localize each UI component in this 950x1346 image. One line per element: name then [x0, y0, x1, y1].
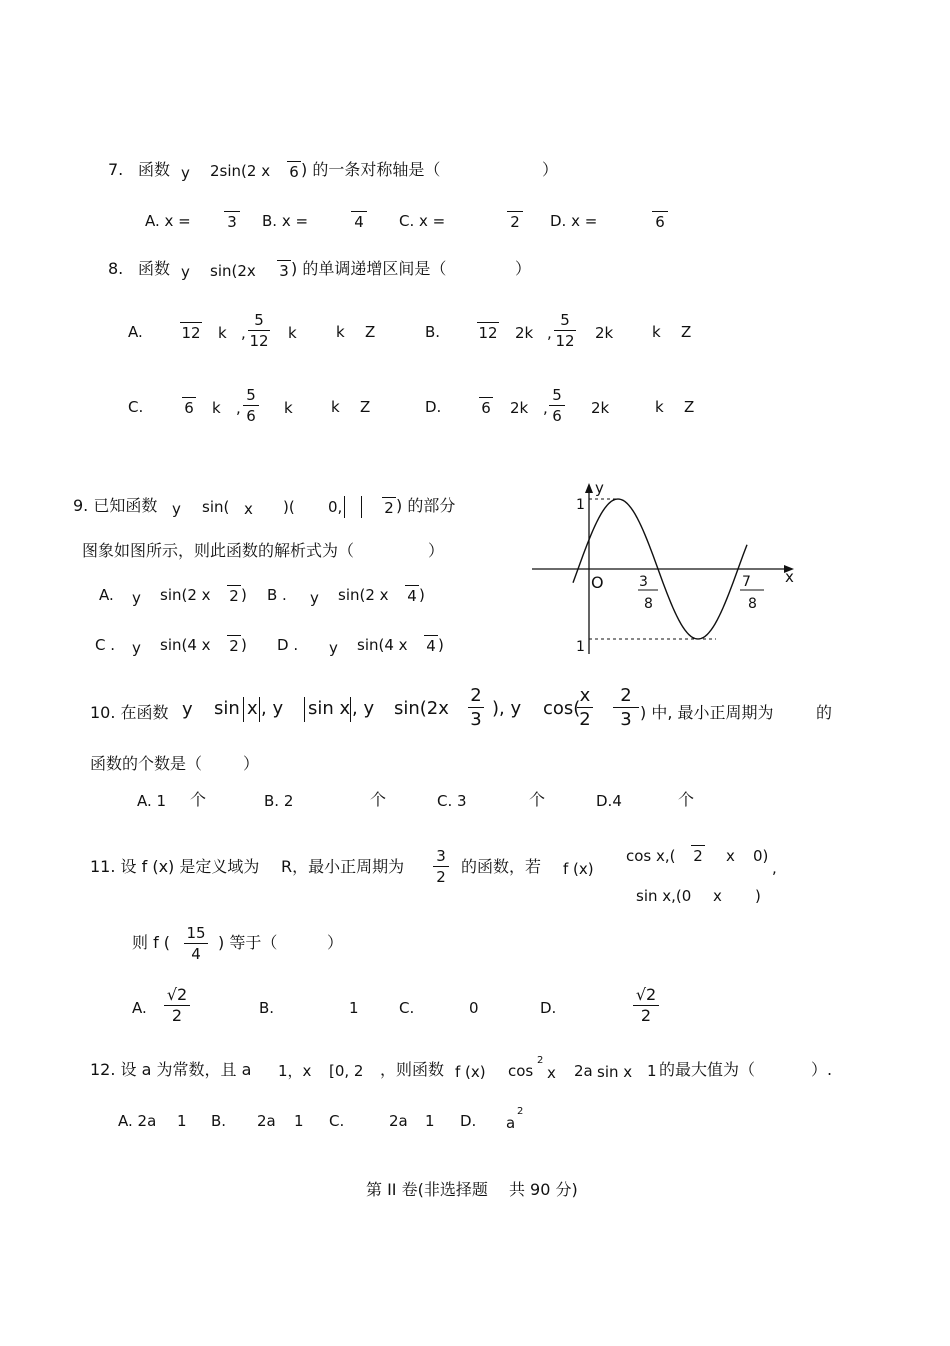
q12-c-val: 1: [425, 1112, 435, 1130]
q12-a-val: 1: [177, 1112, 187, 1130]
q12-option-d: D.: [460, 1112, 477, 1130]
q7-prefix: 函数: [138, 160, 171, 179]
q11-domain: R，最小正周期为: [281, 857, 405, 876]
q11-case1-range: 0): [753, 847, 769, 865]
q8-a-frac1: [180, 321, 202, 342]
q10-line2: 函数的个数是（: [90, 754, 203, 773]
q8-c-frac1: [182, 396, 196, 417]
q9-a-frac: [227, 584, 241, 605]
q9-c-frac: [227, 634, 241, 655]
q10-f4-den: 3: [620, 709, 632, 730]
q10-abs2-right: [350, 697, 351, 722]
q7-a-den: 3: [227, 213, 237, 231]
q12-c-pre: 2a: [389, 1112, 408, 1130]
graph-origin-label: O: [591, 573, 604, 592]
q12-option-c: C.: [329, 1112, 345, 1130]
q10-option-c-unit: 个: [529, 790, 546, 809]
q9-y: y: [172, 500, 181, 518]
q12-cos-sup: 2: [537, 1055, 544, 1066]
q11-mid: 的函数，若: [461, 857, 542, 876]
q11-then: 则 f (: [132, 933, 171, 952]
q11-c-val: 0: [469, 999, 479, 1017]
q12-interval: [0, 2: [329, 1062, 364, 1080]
q12-cond: 1，x: [278, 1062, 312, 1080]
q10-y1: y: [182, 699, 193, 720]
q8-suffix: ) 的单调递增区间是（: [291, 259, 447, 278]
q9-line2: 图象如图所示，则此函数的解析式为（: [82, 541, 355, 560]
q7-option-b-frac: [351, 210, 367, 231]
q8-a-k1: k: [218, 324, 227, 342]
q10-f4x-den: 2: [579, 709, 591, 730]
q7-number: 7.: [108, 160, 124, 179]
q11-case1-den: 2: [693, 847, 703, 865]
q10-sep1: , y: [261, 698, 284, 719]
q10-prefix: 10. 在函数: [90, 703, 169, 722]
q9-d-frac: [424, 634, 438, 655]
q12-d-sup: 2: [517, 1106, 524, 1117]
graph-y-arrow: [585, 483, 593, 493]
graph-tick2-den: 8: [748, 596, 757, 612]
q10-sep2: , y: [352, 698, 375, 719]
q9-abs-right: [361, 496, 362, 518]
q9-line2-close: ）: [428, 541, 445, 560]
q7-option-b: B. x =: [262, 212, 309, 230]
q9-a-den: 2: [229, 587, 239, 605]
q7-c-den: 2: [510, 213, 520, 231]
q8-b-n2: 5: [560, 311, 570, 329]
q10-f4: cos(: [543, 698, 581, 719]
q12-cos: cos: [508, 1062, 534, 1080]
q10-option-a-unit: 个: [190, 790, 207, 809]
q12-b-pre: 2a: [257, 1112, 276, 1130]
q9-c-close: ): [241, 636, 247, 654]
q8-c-d1: 6: [184, 399, 194, 417]
q8-b-comma: ,: [547, 324, 552, 342]
q8-c-k1: k: [212, 399, 221, 417]
q12-close: ）.: [811, 1060, 833, 1079]
q10-option-c: C. 3: [437, 792, 467, 810]
q8-b-d1: 12: [478, 324, 498, 342]
q7-option-a-frac: [224, 210, 240, 231]
q12-d-pre: a: [506, 1114, 516, 1132]
q11-d-val: √2: [635, 985, 657, 1004]
q9-abs-left: [344, 496, 345, 518]
q10-suffix: ) 中, 最小正周期为: [640, 703, 774, 722]
q7-b-den: 4: [354, 213, 364, 231]
q11-a-val: √2: [166, 985, 188, 1004]
q8-d-comma: ,: [543, 399, 548, 417]
q10-sep3: ), y: [492, 698, 522, 719]
q8-expr: sin(2x: [210, 262, 256, 280]
q8-d-n2: 5: [552, 386, 562, 404]
q9-a-close: ): [241, 586, 247, 604]
q8-a-frac2: [248, 311, 270, 350]
q11-d-frac: [633, 986, 659, 1025]
q7-y: y: [181, 164, 190, 182]
q8-d-frac2: [549, 386, 565, 425]
graph-tick2-num: 7: [742, 574, 751, 590]
q9-b-frac: [405, 584, 419, 605]
q12-option-a: A. 2a: [118, 1112, 157, 1130]
graph-x-label: x: [785, 568, 794, 586]
q12-func: ，则函数: [380, 1060, 445, 1079]
q11-case2: sin x,(0: [636, 887, 692, 905]
q9-b-y: y: [310, 589, 319, 607]
graph-y-top-label: 1: [576, 497, 585, 513]
q7-option-d-frac: [652, 210, 668, 231]
q8-b-k1: 2k: [515, 324, 534, 342]
q10-f3-den: 3: [470, 709, 482, 730]
section-heading: 第 II 卷(非选择题 共 90 分): [366, 1180, 578, 1199]
q9-x: x: [244, 500, 253, 518]
q9-b-close: ): [419, 586, 425, 604]
q8-option-c: C.: [128, 398, 144, 416]
q12-option-b: B.: [211, 1112, 227, 1130]
q11-period-num: 3: [436, 847, 446, 865]
q9-b-expr: sin(2 x: [338, 586, 389, 604]
q9-a-expr: sin(2 x: [160, 586, 211, 604]
q10-abs1-right: [259, 697, 260, 722]
q8-c-n2: 5: [246, 386, 256, 404]
q8-b-d2: 12: [555, 332, 575, 350]
q10-abs1-left: [243, 697, 244, 722]
q8-d-frac1: [479, 396, 493, 417]
q8-frac: [277, 259, 291, 280]
q7-close: ）: [542, 160, 559, 179]
graph-y-label: y: [595, 479, 604, 497]
q8-c-d2: 6: [246, 407, 256, 425]
q10-f4-frac: [613, 685, 639, 730]
q9-d-close: ): [438, 636, 444, 654]
q11-case1-frac: [691, 844, 705, 865]
q9-prefix: 9. 已知函数: [73, 496, 158, 515]
q9-option-b: B .: [267, 586, 287, 604]
q9-c-y: y: [132, 639, 141, 657]
q11-case1: cos x,(: [626, 847, 676, 865]
q12-sinx: sin x: [597, 1063, 633, 1081]
q11-then-close: ）: [327, 933, 344, 952]
q11-b-val: 1: [349, 999, 359, 1017]
q8-b-k2: 2k: [595, 324, 614, 342]
q11-arg-den: 4: [191, 945, 201, 963]
q12-one2: 1: [647, 1062, 657, 1080]
graph-tick1-den: 8: [644, 596, 653, 612]
q10-f3-num: 2: [470, 685, 482, 706]
q7-frac: [287, 160, 301, 181]
q7-option-d: D. x =: [550, 212, 598, 230]
q11-option-c: C.: [399, 999, 415, 1017]
q9-option-d: D .: [277, 636, 299, 654]
q12-two-a: 2a: [574, 1062, 593, 1080]
q8-a-k2: k: [288, 324, 297, 342]
q9-option-c: C .: [95, 636, 116, 654]
q10-f3: sin(2x: [394, 698, 449, 719]
q11-a-den: 2: [171, 1006, 183, 1025]
q7-option-c: C. x =: [399, 212, 446, 230]
q9-suffix: ) 的部分: [396, 496, 456, 515]
q8-d-d2: 6: [552, 407, 562, 425]
q9-zero: 0,: [328, 498, 343, 516]
q10-f4-num: 2: [620, 685, 632, 706]
q8-a-z: Z: [365, 323, 376, 341]
q7-expr: 2sin(2 x: [210, 162, 271, 180]
q8-a-kz: k: [336, 323, 345, 341]
q10-f4x-num: x: [579, 685, 591, 706]
q7-option-a: A. x =: [145, 212, 191, 230]
q8-d-kz: k: [655, 398, 664, 416]
q11-prefix: 11. 设 f (x) 是定义域为: [90, 857, 260, 876]
q8-c-frac2: [243, 386, 259, 425]
q8-y: y: [181, 263, 190, 281]
q8-a-n2: 5: [254, 311, 264, 329]
q10-abs2-left: [304, 697, 305, 722]
q8-a-d1: 12: [181, 324, 201, 342]
q9-option-a: A.: [99, 586, 114, 604]
q10-option-b-unit: 个: [370, 790, 387, 809]
q9-b-den: 4: [407, 587, 417, 605]
q10-f3-frac: [468, 685, 484, 730]
q7-d-den: 6: [655, 213, 665, 231]
q10-option-d: D.4: [596, 792, 622, 810]
q11-a-frac: [164, 986, 190, 1025]
q9-sin: sin(: [202, 498, 230, 516]
q8-c-k2: k: [284, 399, 293, 417]
q12-fx: f (x): [455, 1063, 486, 1081]
q10-option-d-unit: 个: [678, 790, 695, 809]
q10-f4x-frac: [577, 685, 593, 730]
graph-tick1-num: 3: [639, 574, 648, 590]
q8-a-comma: ,: [241, 324, 246, 342]
q11-option-a: A.: [132, 999, 147, 1017]
q12-prefix: 12. 设 a 为常数，且 a: [90, 1060, 252, 1079]
q11-arg-frac: [184, 924, 208, 963]
q11-case1-x: x: [726, 847, 735, 865]
q7-option-c-frac: [507, 210, 523, 231]
q7-frac-den: 6: [289, 163, 299, 181]
q8-d-d1: 6: [481, 399, 491, 417]
q11-period-frac: [433, 847, 449, 886]
q11-option-b: B.: [259, 999, 275, 1017]
q8-d-k1: 2k: [510, 399, 529, 417]
q10-suffix2: 的: [816, 703, 833, 722]
q9-frac-den: 2: [384, 499, 394, 517]
q8-option-b: B.: [425, 323, 441, 341]
q9-c-den: 2: [229, 637, 239, 655]
q8-number: 8.: [108, 259, 124, 278]
q9-sine-graph: [528, 478, 798, 656]
q11-d-den: 2: [640, 1006, 652, 1025]
q11-option-d: D.: [540, 999, 557, 1017]
q7-suffix: ) 的一条对称轴是（: [301, 160, 441, 179]
q8-c-kz: k: [331, 398, 340, 416]
q11-case2-range: ): [755, 887, 761, 905]
q11-fx: f (x): [563, 860, 594, 878]
q11-then-suffix: ) 等于（: [218, 933, 278, 952]
q10-f1x: x: [247, 698, 258, 719]
q9-frac: [382, 496, 396, 517]
q10-f2: sin x: [308, 698, 351, 719]
q8-c-comma: ,: [236, 399, 241, 417]
q12-x: x: [547, 1064, 556, 1082]
q8-frac-den: 3: [279, 262, 289, 280]
q11-arg-num: 15: [186, 924, 206, 942]
q8-d-k2: 2k: [591, 399, 610, 417]
q10-option-b: B. 2: [264, 792, 294, 810]
q8-b-kz: k: [652, 323, 661, 341]
q8-b-z: Z: [681, 323, 692, 341]
graph-y-bottom-label: 1: [576, 639, 585, 655]
q8-prefix: 函数: [138, 259, 171, 278]
q8-d-z: Z: [684, 398, 695, 416]
q9-c-expr: sin(4 x: [160, 636, 211, 654]
q11-case-comma: ,: [772, 859, 777, 877]
q8-b-frac1: [477, 321, 499, 342]
q8-option-a: A.: [128, 323, 143, 341]
q9-d-expr: sin(4 x: [357, 636, 408, 654]
q8-b-frac2: [554, 311, 576, 350]
q8-close: ）: [515, 259, 532, 278]
q9-d-den: 4: [426, 637, 436, 655]
q9-a-y: y: [132, 589, 141, 607]
q12-suffix: 的最大值为（: [659, 1060, 756, 1079]
q11-period-den: 2: [436, 868, 446, 886]
q8-a-d2: 12: [249, 332, 269, 350]
q8-c-z: Z: [360, 398, 371, 416]
q9-d-y: y: [329, 639, 338, 657]
q8-option-d: D.: [425, 398, 442, 416]
q12-b-val: 1: [294, 1112, 304, 1130]
q10-f1: sin: [214, 698, 240, 719]
q11-case2-x: x: [713, 887, 722, 905]
q9-paren: )(: [283, 498, 295, 516]
q10-line2-close: ）: [243, 754, 260, 773]
q10-option-a: A. 1: [137, 792, 167, 810]
